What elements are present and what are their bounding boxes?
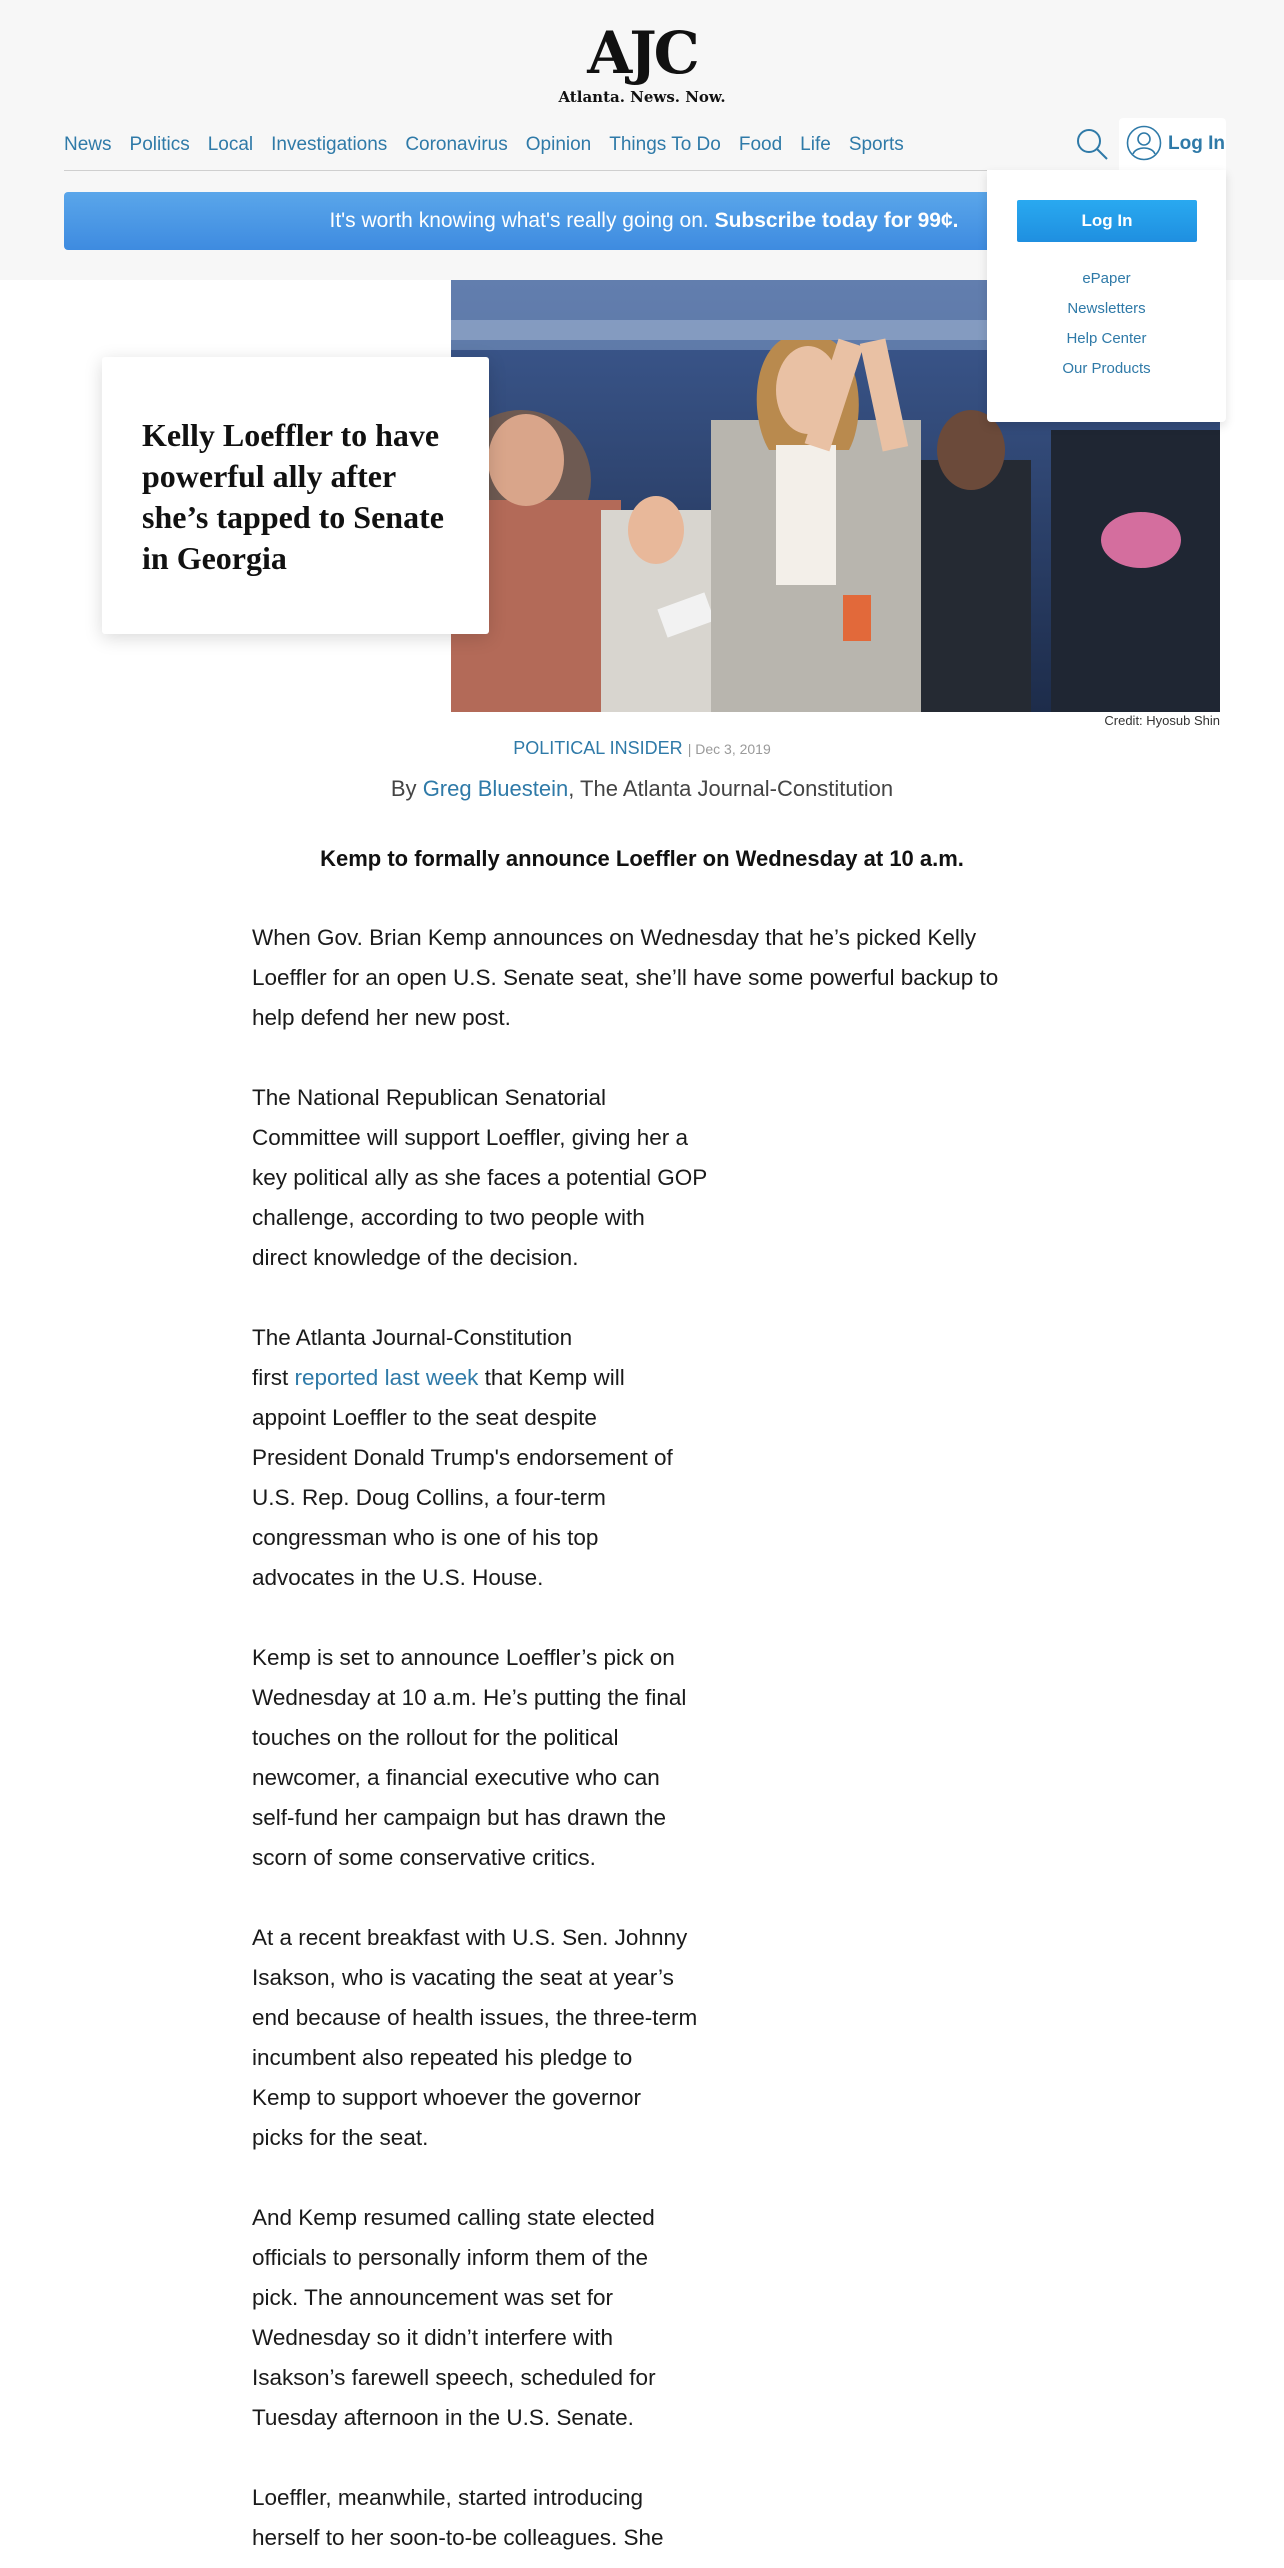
text-line [252,1358,673,1398]
nav-divider [64,170,1076,171]
logo-tagline: Atlanta. News. Now. [558,88,726,106]
text-line: picks for the seat. [252,2125,429,2150]
headline-card [102,357,489,634]
subscribe-cta[interactable]: Subscribe today for 99¢. [714,209,959,232]
author-link[interactable]: Greg Bluestein [422,776,569,801]
text-line: Loeffler for an open U.S. Senate seat, she’ll have some powerful backup to [252,965,999,990]
text-line: incumbent also repeated his pledge to [252,2045,633,2070]
account-dropdown [987,170,1226,422]
text-fragment: that Kemp will [484,1365,625,1390]
article-headline: Kelly Loeffler to have powerful ally after she’s tapped to Senate in Georgia [142,417,444,576]
paragraph-7 [252,2478,664,2558]
text-line: self-fund her campaign but has drawn the [252,1805,666,1830]
text-line: scorn of some conservative critics. [252,1845,596,1870]
date-separator: | [687,741,696,757]
text-line: Wednesday at 10 a.m. He’s putting the final [252,1685,687,1710]
subscribe-text: It's worth knowing what's really going on. [329,209,709,232]
text-line: key political ally as she faces a potential GOP [252,1165,708,1190]
text-line: appoint Loeffler to the seat despite [252,1405,597,1430]
nav-coronavirus[interactable]: Coronavirus [405,134,508,155]
text-line: President Donald Trump's endorsement of [252,1445,673,1470]
dropdown-link-epaper[interactable]: ePaper [1082,270,1131,287]
text-line: And Kemp resumed calling state elected [252,2205,655,2230]
text-line: officials to personally inform them of the [252,2245,649,2270]
nav-politics[interactable]: Politics [129,134,190,155]
text-line: direct knowledge of the decision. [252,1245,579,1270]
byline-prefix: By [390,776,417,801]
dropdown-login-button[interactable]: Log In [1017,200,1197,242]
text-line: herself to her soon-to-be colleagues. She [252,2525,664,2550]
section-label[interactable]: POLITICAL INSIDER [513,738,683,758]
article-subhead: Kemp to formally announce Loeffler on Wednesday at 10 a.m. [320,846,964,871]
nav-food[interactable]: Food [738,134,783,155]
text-line: Kemp to support whoever the governor [252,2085,641,2110]
nav-things-to-do[interactable]: Things To Do [609,134,721,155]
text-line: advocates in the U.S. House. [252,1565,544,1590]
search-icon[interactable] [1075,127,1109,161]
byline [0,776,1284,802]
byline-publication: , The Atlanta Journal-Constitution [568,776,894,801]
text-line: Isakson, who is vacating the seat at year’s [252,1965,674,1990]
main-nav [64,131,904,159]
text-line: U.S. Rep. Doug Collins, a four-term [252,1485,606,1510]
text-line: Kemp is set to announce Loeffler’s pick on [252,1645,675,1670]
paragraph-6 [252,2198,656,2438]
text-line: Isakson’s farewell speech, scheduled for [252,2365,656,2390]
paragraph-4 [252,1638,686,1878]
nav-life[interactable]: Life [800,134,831,155]
text-line: help defend her new post. [252,1005,511,1030]
ajc-logo[interactable] [0,19,1284,106]
login-link[interactable]: Log In [1168,133,1225,154]
text-line: end because of health issues, the three-term [252,2005,698,2030]
text-line: At a recent breakfast with U.S. Sen. Johnny [252,1925,688,1950]
text-line: challenge, according to two people with [252,1205,645,1230]
dropdown-link-newsletters[interactable]: Newsletters [1067,300,1146,317]
text-line: Loeffler, meanwhile, started introducing [252,2485,644,2510]
paragraph-1 [252,918,998,1038]
text-line: Tuesday afternoon in the U.S. Senate. [252,2405,634,2430]
dropdown-link-help-center[interactable]: Help Center [1066,330,1147,347]
text-line: congressman who is one of his top [252,1525,599,1550]
nav-news[interactable]: News [64,134,112,155]
dropdown-link-our-products[interactable]: Our Products [1062,360,1151,377]
article-meta [0,738,1284,759]
nav-opinion[interactable]: Opinion [525,134,592,155]
text-fragment: first [252,1365,289,1390]
text-line: Committee will support Loeffler, giving her a [252,1125,689,1150]
text-line: newcomer, a financial executive who can [252,1765,660,1790]
paragraph-3 [252,1318,673,1598]
article-date: Dec 3, 2019 [695,741,771,757]
reported-last-week-link[interactable]: reported last week [294,1365,479,1390]
user-icon[interactable] [1126,125,1162,161]
paragraph-2 [252,1078,707,1278]
paragraph-5 [252,1918,697,2158]
text-line: touches on the rollout for the political [252,1725,619,1750]
nav-sports[interactable]: Sports [848,134,904,155]
text-line: Wednesday so it didn’t interfere with [252,2325,614,2350]
text-line: The National Republican Senatorial [252,1085,606,1110]
logo-mark: AJC [587,19,697,87]
text-line: When Gov. Brian Kemp announces on Wednesday that he’s picked Kelly [252,925,977,950]
nav-local[interactable]: Local [207,134,254,155]
text-line: The Atlanta Journal-Constitution [252,1325,573,1350]
image-credit: Credit: Hyosub Shin [1104,713,1220,728]
nav-investigations[interactable]: Investigations [271,134,388,155]
text-line: pick. The announcement was set for [252,2285,614,2310]
